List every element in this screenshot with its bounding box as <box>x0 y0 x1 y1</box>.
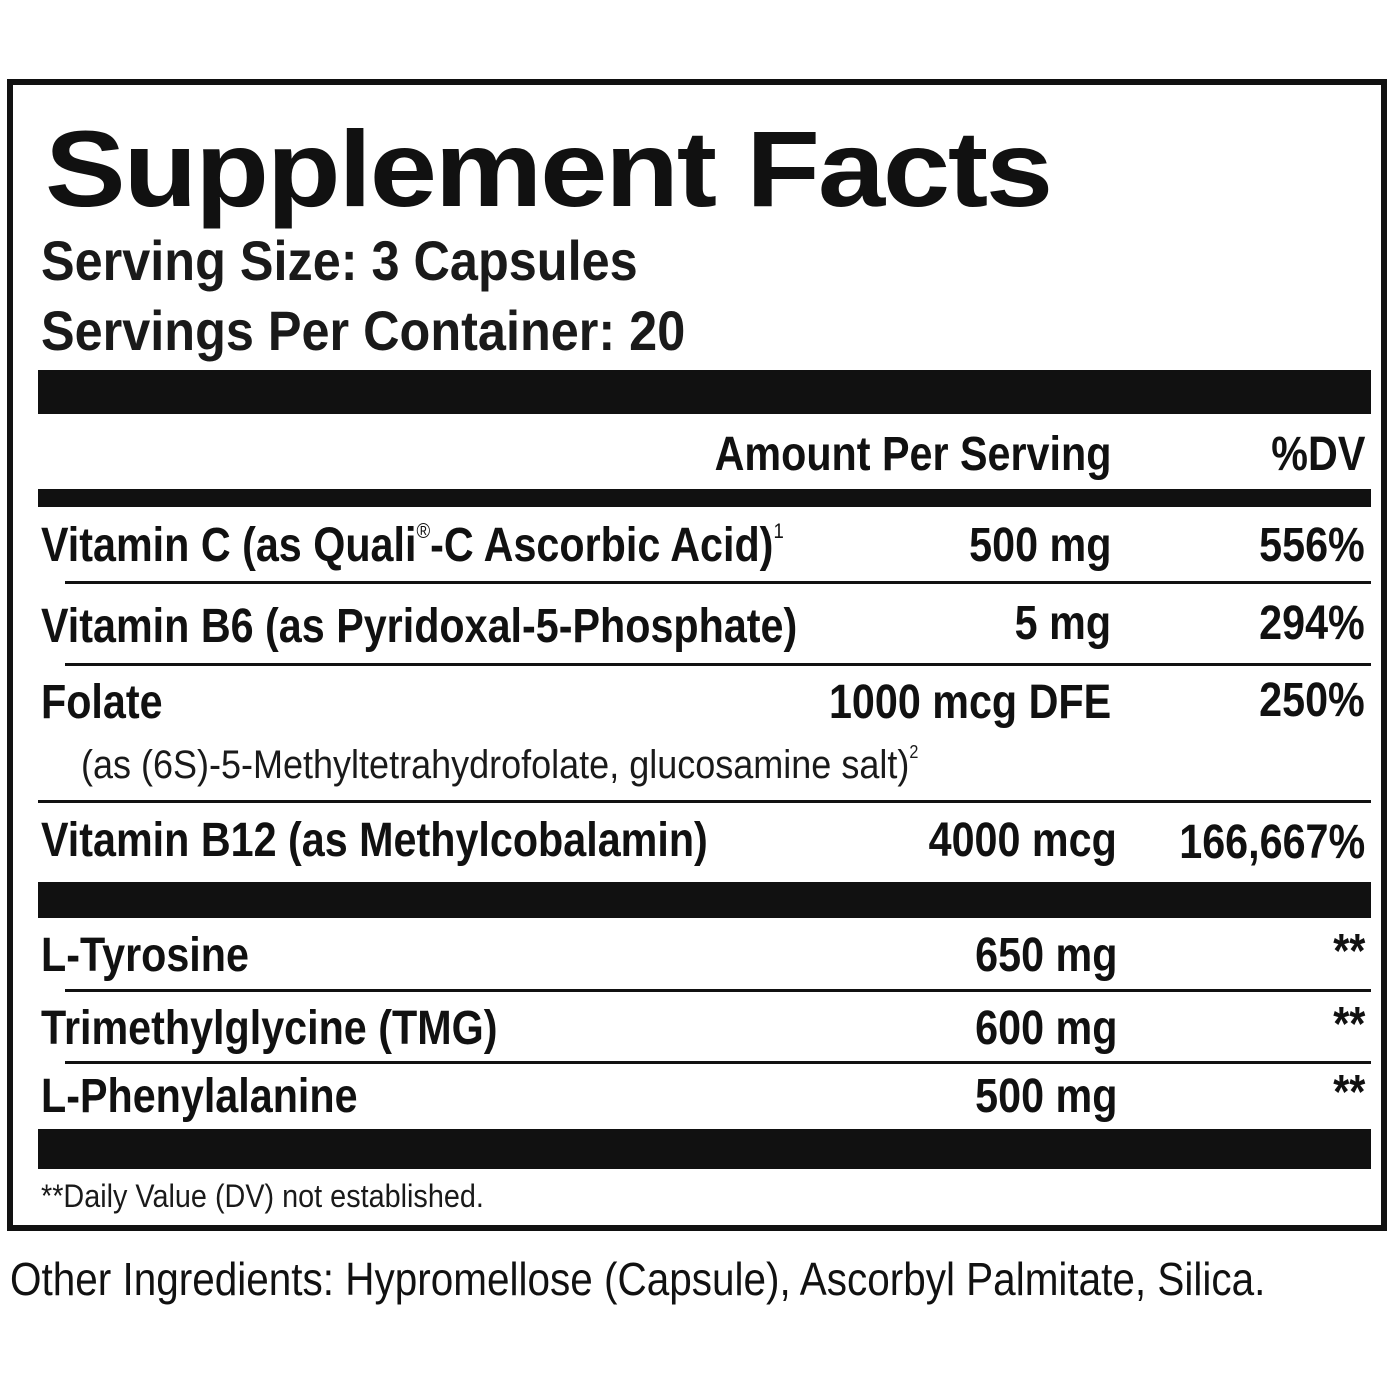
supplement-facts-panel <box>7 79 1387 1231</box>
row-divider <box>65 1061 1371 1064</box>
thick-divider-top <box>38 370 1371 414</box>
nutrient-name-vitamin-b12: Vitamin B12 (as Methylcobalamin) <box>41 814 708 867</box>
nutrient-name-folate: Folate <box>41 676 163 729</box>
row-divider <box>65 581 1371 584</box>
ingredient-amount-l-tyrosine: 650 mg <box>974 929 1117 982</box>
nutrient-amount-folate: 1000 mcg DFE <box>828 676 1111 729</box>
nutrient-name-vitamin-c: Vitamin C (as Quali®-C Ascorbic Acid)$^1$ <box>41 518 784 572</box>
folate-detail: (as (6S)-5-Methyltetrahydrofolate, glucosamine salt)$^2$ <box>81 742 919 787</box>
dv-footnote: **Daily Value (DV) not established. <box>41 1178 484 1214</box>
label-title: Supplement Facts <box>45 108 1051 229</box>
nutrient-name-vitamin-b6: Vitamin B6 (as Pyridoxal-5-Phosphate) <box>41 600 798 653</box>
ingredient-name-tmg: Trimethylglycine (TMG) <box>41 1002 498 1055</box>
row-divider <box>65 989 1371 992</box>
ingredient-name-l-tyrosine: L-Tyrosine <box>41 929 249 982</box>
ingredient-name-l-phenylalanine: L-Phenylalanine <box>41 1070 358 1123</box>
serving-size: Serving Size: 3 Capsules <box>41 229 638 292</box>
header-amount: Amount Per Serving <box>714 428 1111 481</box>
nutrient-amount-vitamin-b12: 4000 mcg <box>928 814 1117 867</box>
ingredient-dv-l-phenylalanine: ** <box>1332 1066 1365 1119</box>
nutrient-dv-vitamin-b12: 166,667% <box>1179 816 1365 869</box>
nutrient-amount-vitamin-c: 500 mg <box>968 519 1111 572</box>
ingredient-amount-l-phenylalanine: 500 mg <box>974 1070 1117 1123</box>
row-divider <box>38 800 1371 803</box>
nutrient-amount-vitamin-b6: 5 mg <box>1014 597 1111 650</box>
ingredient-dv-tmg: ** <box>1332 998 1365 1051</box>
nutrient-dv-folate: 250% <box>1259 674 1365 727</box>
row-divider <box>65 663 1371 666</box>
thick-divider-bottom <box>38 1129 1371 1169</box>
header-divider <box>38 489 1371 507</box>
ingredient-amount-tmg: 600 mg <box>974 1002 1117 1055</box>
nutrient-dv-vitamin-b6: 294% <box>1259 597 1365 650</box>
nutrient-dv-vitamin-c: 556% <box>1259 519 1365 572</box>
ingredient-dv-l-tyrosine: ** <box>1332 925 1365 978</box>
servings-per-container: Servings Per Container: 20 <box>41 299 686 362</box>
thick-divider-middle <box>38 882 1371 918</box>
header-dv: %DV <box>1270 428 1365 481</box>
other-ingredients: Other Ingredients: Hypromellose (Capsule), Ascorbyl Palmitate, Silica. <box>10 1253 1266 1305</box>
